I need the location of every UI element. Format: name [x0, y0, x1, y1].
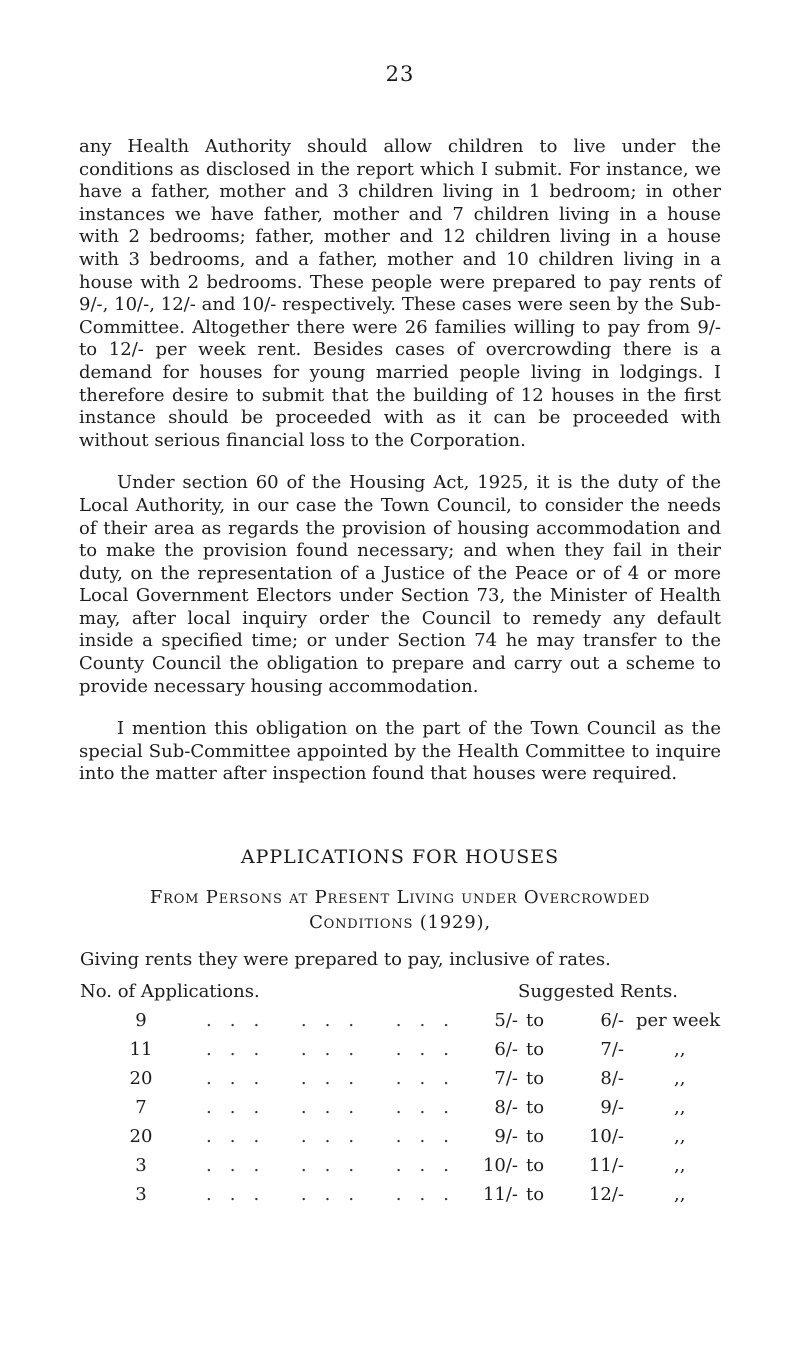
- rent-upto: 12/-: [588, 1184, 624, 1205]
- application-count: 20: [129, 1126, 153, 1147]
- rent-to-word: to: [526, 1155, 545, 1176]
- rent-upto: 10/-: [588, 1126, 624, 1147]
- rent-unit: ,,: [674, 1155, 686, 1176]
- application-count: 3: [135, 1155, 147, 1176]
- section-heading: APPLICATIONS FOR HOUSES: [240, 846, 560, 868]
- rent-from: 11/-: [482, 1184, 518, 1205]
- leader-dots: ... ... ...: [206, 1097, 467, 1118]
- rent-from: 5/-: [494, 1010, 518, 1031]
- table-row: [80, 1155, 740, 1184]
- application-count: 20: [129, 1068, 153, 1089]
- section-subheading-line-2: Conditions (1929),: [309, 912, 491, 933]
- table-row: [80, 1039, 740, 1068]
- leader-dots: ... ... ...: [206, 1068, 467, 1089]
- rents-intro-line: Giving rents they were prepared to pay, inclusive of rates.: [80, 949, 611, 970]
- rent-from: 8/-: [494, 1097, 518, 1118]
- page-number: 23: [385, 62, 415, 86]
- header-suggested-rents: Suggested Rents.: [518, 981, 678, 1002]
- rent-unit: per week: [636, 1010, 721, 1031]
- rent-to-word: to: [526, 1010, 545, 1031]
- rent-from: 7/-: [494, 1068, 518, 1089]
- rent-upto: 11/-: [588, 1155, 624, 1176]
- rent-unit: ,,: [674, 1068, 686, 1089]
- leader-dots: ... ... ...: [206, 1155, 467, 1176]
- application-count: 3: [135, 1184, 147, 1205]
- rent-unit: ,,: [674, 1097, 686, 1118]
- paragraph-1: any Health Authority should allow children to live under the conditions as disclosed in the report which I submit. For instance, we have a father, mother and 3 children living in 1 bedroom; in other instances we have father, mother and 7 children living in a house with 2 bedrooms; father, mother and 12 children living in a house with 3 bedrooms, and a father, mother and 10 children living in a house with 2 bedrooms. These people were prepared to pay rents of 9/-, 10/-, 12/- and 10/- respectively. These cases were seen by the Sub-Committee. Altogether there were 26 families willing to pay from 9/- to 12/- per week rent. Besides cases of overcrowding there is a demand for houses for young married people living in lodgings. I therefore desire to submit that the building of 12 houses in the first instance should be proceeded with as it can be proceeded with without serious financial loss to the Corporation.: [79, 136, 721, 451]
- paragraph-3: I mention this obligation on the part of the Town Council as the special Sub-Committee appointed by the Health Committee to inquire into the matter after inspection found that houses were required.: [79, 718, 721, 785]
- rent-unit: ,,: [674, 1039, 686, 1060]
- rent-unit: ,,: [674, 1126, 686, 1147]
- table-row: [80, 1126, 740, 1155]
- header-applications: No. of Applications.: [80, 981, 260, 1002]
- rent-to-word: to: [526, 1097, 545, 1118]
- leader-dots: ... ... ...: [206, 1039, 467, 1060]
- rent-to-word: to: [526, 1039, 545, 1060]
- rent-upto: 6/-: [600, 1010, 624, 1031]
- table-row: [80, 1184, 740, 1213]
- table-row: [80, 1097, 740, 1126]
- rent-from: 10/-: [482, 1155, 518, 1176]
- application-count: 7: [135, 1097, 147, 1118]
- rent-upto: 9/-: [600, 1097, 624, 1118]
- rent-upto: 8/-: [600, 1068, 624, 1089]
- body-text: [79, 136, 721, 806]
- rent-to-word: to: [526, 1184, 545, 1205]
- rent-from: 9/-: [494, 1126, 518, 1147]
- table-row: [80, 1010, 740, 1039]
- rents-table: [80, 1010, 740, 1213]
- leader-dots: ... ... ...: [206, 1126, 467, 1147]
- leader-dots: ... ... ...: [206, 1184, 467, 1205]
- leader-dots: ... ... ...: [206, 1010, 467, 1031]
- table-row: [80, 1068, 740, 1097]
- application-count: 9: [135, 1010, 147, 1031]
- paragraph-2: Under section 60 of the Housing Act, 1925, it is the duty of the Local Authority, in our case the Town Council, to consider the needs of their area as regards the provision of housing accommodation and to make the provision found necessary; and when they fail in their duty, on the representation of a Justice of the Peace or of 4 or more Local Government Electors under Section 73, the Minister of Health may, after local inquiry order the Council to remedy any default inside a specified time; or under Section 74 he may transfer to the County Council the obligation to prepare and carry out a scheme to provide necessary housing accommodation.: [79, 472, 721, 697]
- rent-from: 6/-: [494, 1039, 518, 1060]
- rent-unit: ,,: [674, 1184, 686, 1205]
- application-count: 11: [129, 1039, 153, 1060]
- section-subheading-line-1: From Persons at Present Living under Overcrowded: [149, 887, 651, 908]
- rent-to-word: to: [526, 1068, 545, 1089]
- rent-upto: 7/-: [600, 1039, 624, 1060]
- rent-to-word: to: [526, 1126, 545, 1147]
